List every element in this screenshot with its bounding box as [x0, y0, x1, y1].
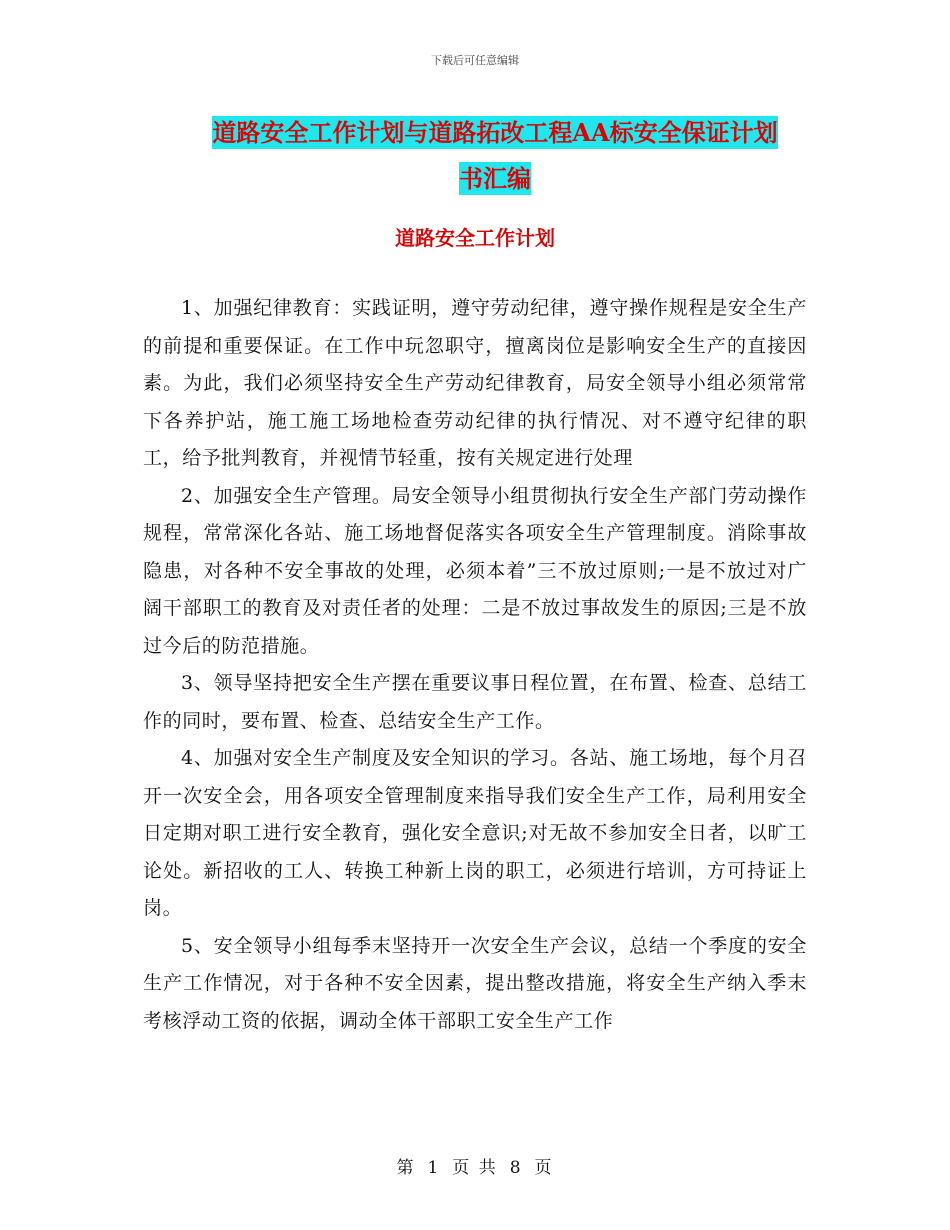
footer-suffix: 页	[534, 1158, 554, 1178]
paragraph-1: 1、加强纪律教育：实践证明，遵守劳动纪律，遵守操作规程是安全生产的前提和重要保证。在工作中玩忽职守，擅离岗位是影响安全生产的直接因素。为此，我们必须坚持安全生产劳动纪律教育，局安全领导小组必须常常下各养护站，施工施工场地检查劳动纪律的执行情况、对不遵守纪律的职工，给予批判教育，并视情节轻重，按有关规定进行处理	[143, 297, 807, 469]
footer-middle: 页 共	[452, 1158, 498, 1178]
document-body	[143, 290, 807, 1040]
section-title: 道路安全工作计划	[395, 226, 555, 250]
footer-prefix: 第	[396, 1158, 416, 1178]
footer-total-pages: 8	[509, 1158, 523, 1178]
document-title-line1: 道路安全工作计划与道路拓改工程AA标安全保证计划	[212, 118, 778, 147]
footer-page-number: 1	[427, 1158, 441, 1178]
header-note: 下载后可任意编辑	[431, 54, 519, 67]
paragraph-2: 2、加强安全生产管理。局安全领导小组贯彻执行安全生产部门劳动操作规程，常常深化各站、施工场地督促落实各项安全生产管理制度。消除事故隐患，对各种不安全事故的处理，必须本着”三不放过原则;一是不放过对广阔干部职工的教育及对责任者的处理：二是不放过事故发生的原因;三是不放过今后的防范措施。	[143, 484, 807, 657]
paragraph-3: 3、领导坚持把安全生产摆在重要议事日程位置，在布置、检查、总结工作的同时，要布置、检查、总结安全生产工作。	[143, 672, 807, 732]
page-footer	[0, 1153, 950, 1178]
paragraph-5: 5、安全领导小组每季末坚持开一次安全生产会议，总结一个季度的安全生产工作情况，对于各种不安全因素，提出整改措施，将安全生产纳入季末考核浮动工资的依据，调动全体干部职工安全生产工作	[143, 934, 807, 1032]
paragraph-4: 4、加强对安全生产制度及安全知识的学习。各站、施工场地，每个月召开一次安全会，用各项安全管理制度来指导我们安全生产工作，局利用安全日定期对职工进行安全教育，强化安全意识;对无故不参加安全日者，以旷工论处。新招收的工人、转换工种新上岗的职工，必须进行培训，方可持证上岗。	[143, 747, 807, 919]
document-title-line2: 书汇编	[459, 164, 531, 193]
document-title	[140, 110, 850, 202]
